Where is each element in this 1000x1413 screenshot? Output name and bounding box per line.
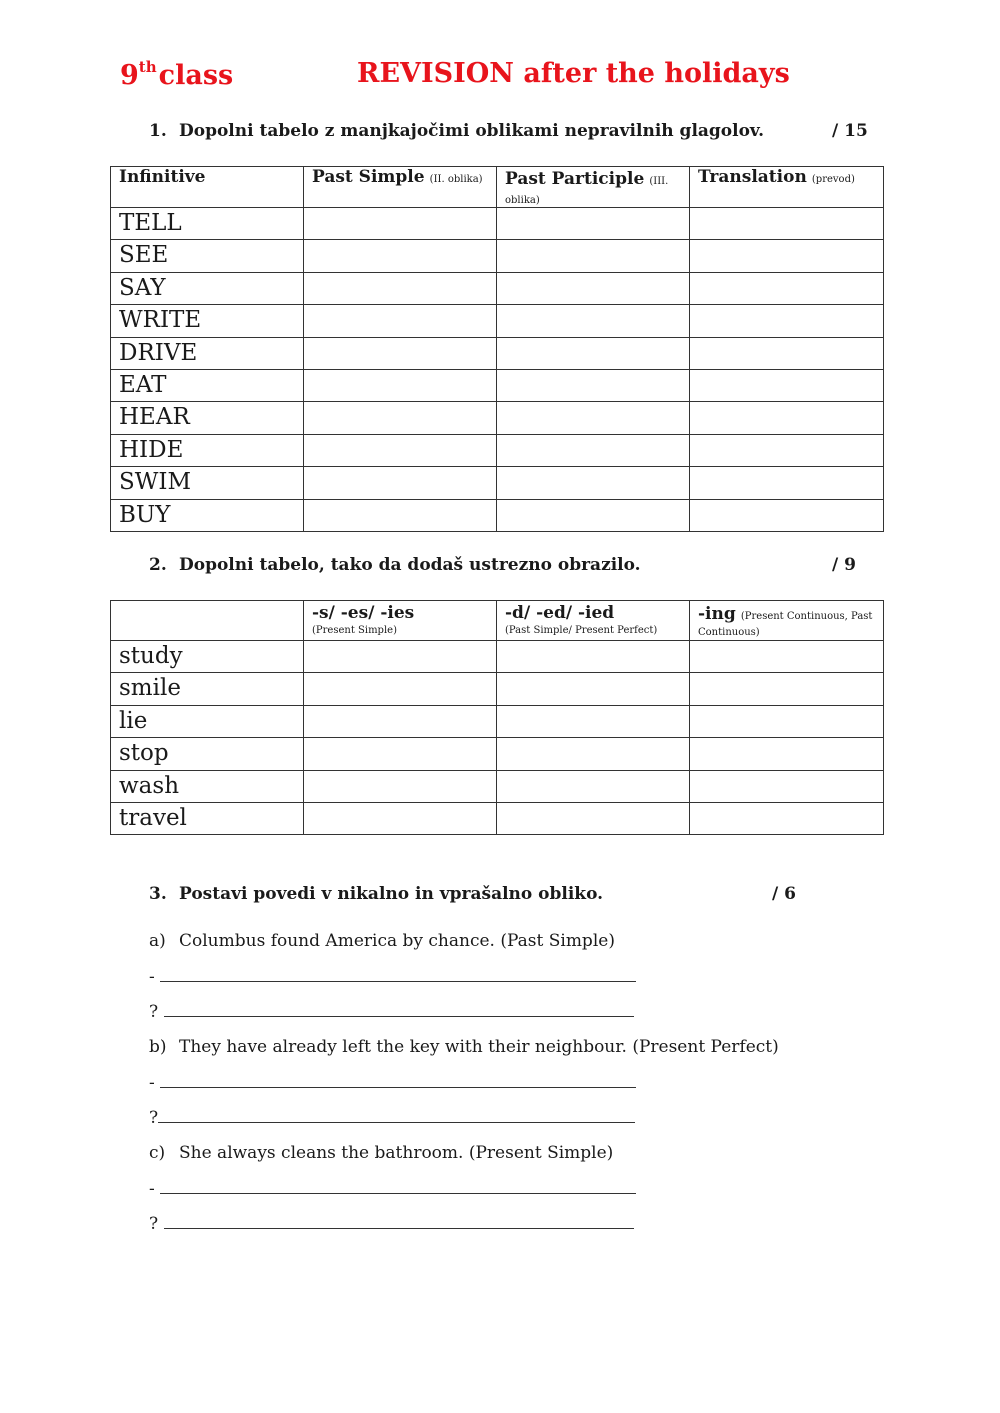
answer-b-negative [149,1073,636,1093]
verb-row-label [111,337,304,369]
word-row [111,673,884,705]
answer-cell[interactable] [304,434,497,466]
sentence-a [149,931,615,951]
answer-cell[interactable] [497,402,690,434]
class-label: class [158,60,234,91]
answer-cell[interactable] [690,770,884,802]
verb-row [111,272,884,304]
suffix-table [110,600,884,835]
word-row-label [111,802,304,834]
answer-cell[interactable] [304,208,497,240]
answer-cell[interactable] [304,738,497,770]
verb-row-word: SAY [119,274,166,301]
answer-cell[interactable] [497,499,690,531]
verb-row [111,402,884,434]
answer-cell[interactable] [690,369,884,401]
sentence-a-text: Columbus found America by chance. (Past Simple) [179,931,615,951]
answer-cell[interactable] [304,467,497,499]
task1-instruction [149,121,764,141]
answer-line[interactable] [160,1179,636,1194]
header-infinitive: Infinitive [111,167,304,208]
word-row-word: wash [119,772,180,799]
answer-cell[interactable] [497,802,690,834]
answer-cell[interactable] [690,240,884,272]
word-row-word: study [119,643,183,669]
verb-row-word: TELL [119,210,182,236]
header-past-participle: Past Participle (III. oblika) [497,167,690,208]
task2-number: 2. [149,555,167,575]
answer-cell[interactable] [497,467,690,499]
verb-row-word: SWIM [119,469,192,496]
answer-cell[interactable] [304,802,497,834]
verbs-table [110,166,884,532]
word-row [111,641,884,673]
verb-row [111,305,884,337]
answer-cell[interactable] [304,305,497,337]
task3-text: Postavi povedi v nikalno in vprašalno obliko. [179,884,604,904]
answer-cell[interactable] [690,402,884,434]
answer-line[interactable] [160,967,636,982]
answer-cell[interactable] [497,705,690,737]
word-row-label [111,641,304,673]
verb-row-label [111,402,304,434]
header-d-ed-ied: -d/ -ed/ -ied (Past Simple/ Present Perfect) [497,601,690,641]
answer-cell[interactable] [304,641,497,673]
answer-cell[interactable] [497,369,690,401]
answer-cell[interactable] [304,337,497,369]
task1-score: / 15 [832,121,868,141]
answer-cell[interactable] [690,673,884,705]
answer-cell[interactable] [690,208,884,240]
answer-c-question [149,1214,634,1234]
answer-cell[interactable] [497,673,690,705]
question-mark: ? [149,1108,159,1128]
sentence-b [149,1037,779,1057]
answer-cell[interactable] [690,499,884,531]
word-row-label [111,705,304,737]
verb-row-label [111,240,304,272]
class-number: 9 [120,60,139,91]
word-row-label [111,673,304,705]
task2-text: Dopolni tabelo, tako da dodaš ustrezno obrazilo. [179,555,641,575]
sentence-c-letter: c) [149,1143,166,1163]
verb-row-word: EAT [119,371,167,398]
verb-row-label [111,434,304,466]
answer-cell[interactable] [304,770,497,802]
verb-row-word: SEE [119,242,169,269]
answer-a-question [149,1002,634,1022]
sentence-c-text: She always cleans the bathroom. (Present Simple) [179,1143,614,1163]
answer-cell[interactable] [690,434,884,466]
verb-row [111,434,884,466]
answer-line[interactable] [164,1002,634,1017]
answer-cell[interactable] [497,434,690,466]
word-row [111,802,884,834]
sentence-a-letter: a) [149,931,166,951]
answer-line[interactable] [158,1108,635,1123]
verb-row [111,240,884,272]
answer-cell[interactable] [304,673,497,705]
task3-number: 3. [149,884,167,904]
word-row-word: lie [119,707,148,734]
answer-b-question [149,1108,635,1128]
verb-row [111,467,884,499]
word-row-label [111,770,304,802]
answer-line[interactable] [164,1214,634,1229]
task2-instruction [149,555,641,575]
answer-a-negative [149,967,636,987]
header-translation: Translation (prevod) [690,167,884,208]
answer-cell[interactable] [304,369,497,401]
negative-mark: - [149,967,155,987]
class-title [120,58,233,91]
word-row-label [111,738,304,770]
verb-row-word: BUY [119,501,171,528]
class-suffix: th [138,58,157,76]
task3-score: / 6 [772,884,796,904]
task1-text: Dopolni tabelo z manjkajočimi oblikami nepravilnih glagolov. [179,121,765,141]
task3-instruction [149,884,603,904]
verb-row-label [111,499,304,531]
verb-row [111,337,884,369]
answer-cell[interactable] [497,641,690,673]
answer-c-negative [149,1179,636,1199]
answer-cell[interactable] [690,641,884,673]
verb-row-label [111,208,304,240]
answer-cell[interactable] [497,305,690,337]
header-past-simple: Past Simple (II. oblika) [304,167,497,208]
verb-row-word: HEAR [119,404,190,431]
verb-row-word: HIDE [119,436,184,463]
question-mark: ? [149,1214,159,1234]
answer-cell[interactable] [304,705,497,737]
suffix-table-header [111,601,884,641]
verbs-table-header [111,167,884,208]
answer-cell[interactable] [497,240,690,272]
header-s-es-ies: -s/ -es/ -ies (Present Simple) [304,601,497,641]
answer-cell[interactable] [304,499,497,531]
verb-row-word: WRITE [119,307,202,334]
verb-row [111,369,884,401]
verb-row-label [111,467,304,499]
answer-cell[interactable] [690,802,884,834]
verb-row [111,208,884,240]
negative-mark: - [149,1073,155,1093]
question-mark: ? [149,1002,159,1022]
verb-row-label [111,272,304,304]
header-blank [111,601,304,641]
word-row-word: travel [119,804,187,831]
answer-cell[interactable] [690,272,884,304]
verb-row-label [111,305,304,337]
answer-cell[interactable] [690,705,884,737]
answer-cell[interactable] [690,738,884,770]
answer-cell[interactable] [304,402,497,434]
answer-cell[interactable] [497,770,690,802]
answer-cell[interactable] [304,272,497,304]
word-row-word: smile [119,675,181,702]
answer-cell[interactable] [497,272,690,304]
answer-cell[interactable] [497,337,690,369]
sentence-b-text: They have already left the key with their neighbour. (Present Perfect) [179,1037,779,1057]
answer-cell[interactable] [497,208,690,240]
answer-cell[interactable] [690,467,884,499]
page-title: REVISION after the holidays [357,58,790,89]
answer-cell[interactable] [690,337,884,369]
header-ing: -ing (Present Continuous, Past Continuous) [690,601,884,641]
answer-line[interactable] [160,1073,636,1088]
sentence-c [149,1143,613,1163]
word-row-word: stop [119,740,169,767]
task1-number: 1. [149,121,167,141]
answer-cell[interactable] [304,240,497,272]
negative-mark: - [149,1179,155,1199]
word-row [111,705,884,737]
answer-cell[interactable] [497,738,690,770]
verb-row [111,499,884,531]
answer-cell[interactable] [690,305,884,337]
verb-row-label [111,369,304,401]
word-row [111,738,884,770]
sentence-b-letter: b) [149,1037,167,1057]
verb-row-word: DRIVE [119,339,198,366]
word-row [111,770,884,802]
task2-score: / 9 [832,555,856,575]
